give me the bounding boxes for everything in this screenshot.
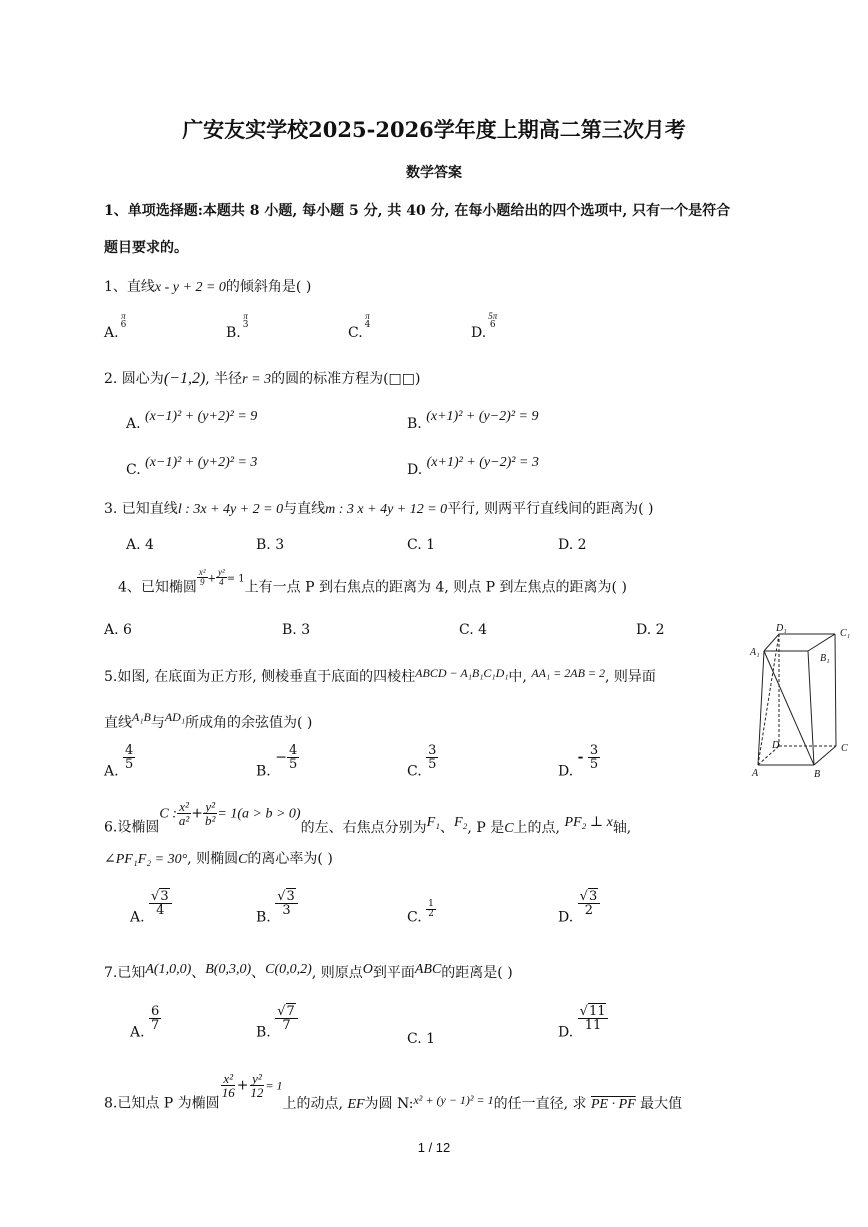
q7-option-d: D. $\frac{√11}{11}$ [558, 1005, 608, 1041]
edge-b-b1 [808, 651, 814, 765]
question-5-line2: 直线A₁B与AD₁所成角的余弦值为( ) [104, 710, 313, 731]
question-5: 5.如图, 在底面为正方形, 侧棱垂直于底面的四棱柱ABCD − A₁B₁C₁D₁中, AA₁ = 2AB = 2, 则异面 [104, 666, 656, 685]
q7-option-b: B. $\frac{√7}{7}$ [256, 1005, 298, 1041]
q7-option-a: A. $\frac{6}{7}$ [130, 1004, 160, 1041]
label-b1: B₁ [820, 653, 830, 664]
q2-option-b: B. (x+1)² + (y−2)² = 9 [407, 409, 539, 432]
label-d1: D₁ [776, 623, 787, 634]
q6-option-c: C. $\frac{1}{2}$ [407, 899, 434, 926]
section-heading-line2: 题目要求的。 [104, 240, 188, 256]
label-b: B [814, 769, 821, 780]
edge-d1-a1 [764, 634, 779, 651]
q3-option-c: C. 1 [407, 537, 436, 553]
label-a: A [752, 768, 759, 779]
edge-b-c [814, 746, 836, 765]
q5-option-d: D. - $\frac{3}{5}$ [558, 743, 599, 780]
page-subtitle: 数学答案 [406, 165, 462, 181]
q5-option-c: C. $\frac{3}{5}$ [407, 743, 437, 780]
label-a1: A₁ [750, 647, 760, 658]
page-title: 广安友实学校2025-2026学年度上期高二第三次月考 [182, 117, 686, 142]
q6-option-a: A. $\frac{√3}{4}$ [130, 890, 172, 926]
q2-option-d: D. (x+1)² + (y−2)² = 3 [407, 455, 539, 478]
prism-figure [748, 620, 858, 782]
question-6-line2: ∠PF₁F₂ = 30°, 则椭圆C的离心率为( ) [104, 851, 333, 867]
q5-option-b: B. − $\frac{4}{5}$ [256, 743, 298, 780]
q2-option-c: C. (x−1)² + (y+2)² = 3 [126, 455, 258, 478]
q4-option-c: C. 4 [459, 622, 488, 638]
q4-option-d: D. 2 [636, 622, 665, 638]
q1-option-d: D. 5π 6 [471, 311, 498, 341]
page-number: 1 / 12 [417, 1140, 451, 1155]
q3-option-b: B. 3 [256, 537, 285, 553]
q3-option-a: A. 4 [126, 537, 154, 553]
q6-option-d: D. $\frac{√3}{2}$ [558, 890, 600, 926]
question-8: 8.已知点 P 为椭圆 $\frac{\text{x²}}{16}$ + $\frac{\text{y²}}{12}$ = 1上的动点, EF为圆 N:x² + (y − 1)² = 1的任一直径, 求 PE · PF 最大值 [104, 1071, 683, 1112]
label-d: D [772, 740, 780, 751]
q1-option-a: A. π 6 [104, 311, 127, 341]
q1-option-c: C. π 4 [348, 311, 371, 341]
question-2: 2. 圆心为(−1,2), 半径r = 3的圆的标准方程为(□□) [104, 370, 421, 387]
question-1: 1、直线x - y + 2 = 0的倾斜角是( ) [104, 279, 312, 295]
q1-option-b: B. π 3 [226, 311, 249, 341]
label-c1: C₁ [840, 628, 851, 639]
q4-option-b: B. 3 [282, 622, 311, 638]
q3-option-d: D. 2 [558, 537, 587, 553]
q6-option-b: B. $\frac{√3}{3}$ [256, 890, 298, 926]
q4-option-a: A. 6 [104, 622, 132, 638]
q2-option-a: A. (x−1)² + (y+2)² = 9 [126, 409, 258, 432]
edge-b1-c1 [808, 634, 835, 651]
question-6: 6.设椭圆C : $\frac{\text{x²}}{\text{a²}}$ + $\frac{\text{y²}}{\text{b²}}$ = 1(a > b > 0)的左、右焦点分别为F₁、F₂, P 是C上的点, PF₂ ⊥ x轴, [104, 799, 632, 836]
edge-c-c1 [835, 634, 836, 746]
question-7: 7.已知A(1,0,0)、B(0,3,0)、C(0,0,2), 则原点O到平面ABC的距离是( ) [104, 962, 513, 981]
question-4: 4、已知椭圆 $\frac{\text{x²}}{9}$ + $\frac{\text{y²}}{4}$ = 1上有一点 P 到右焦点的距离为 4, 则点 P 到左焦点的距离为( ) [118, 567, 627, 596]
question-3: 3. 已知直线l : 3x + 4y + 2 = 0与直线m : 3 x + 4y + 12 = 0平行, 则两平行直线间的距离为( ) [104, 501, 654, 517]
label-c: C [841, 743, 848, 754]
q5-option-a: A. $\frac{4}{5}$ [104, 743, 134, 780]
q7-option-c: C. 1 [407, 1031, 436, 1047]
section-heading-line1: 1、单项选择题:本题共 8 小题, 每小题 5 分, 共 40 分, 在每小题给出的四个选项中, 只有一个是符合 [104, 203, 731, 219]
